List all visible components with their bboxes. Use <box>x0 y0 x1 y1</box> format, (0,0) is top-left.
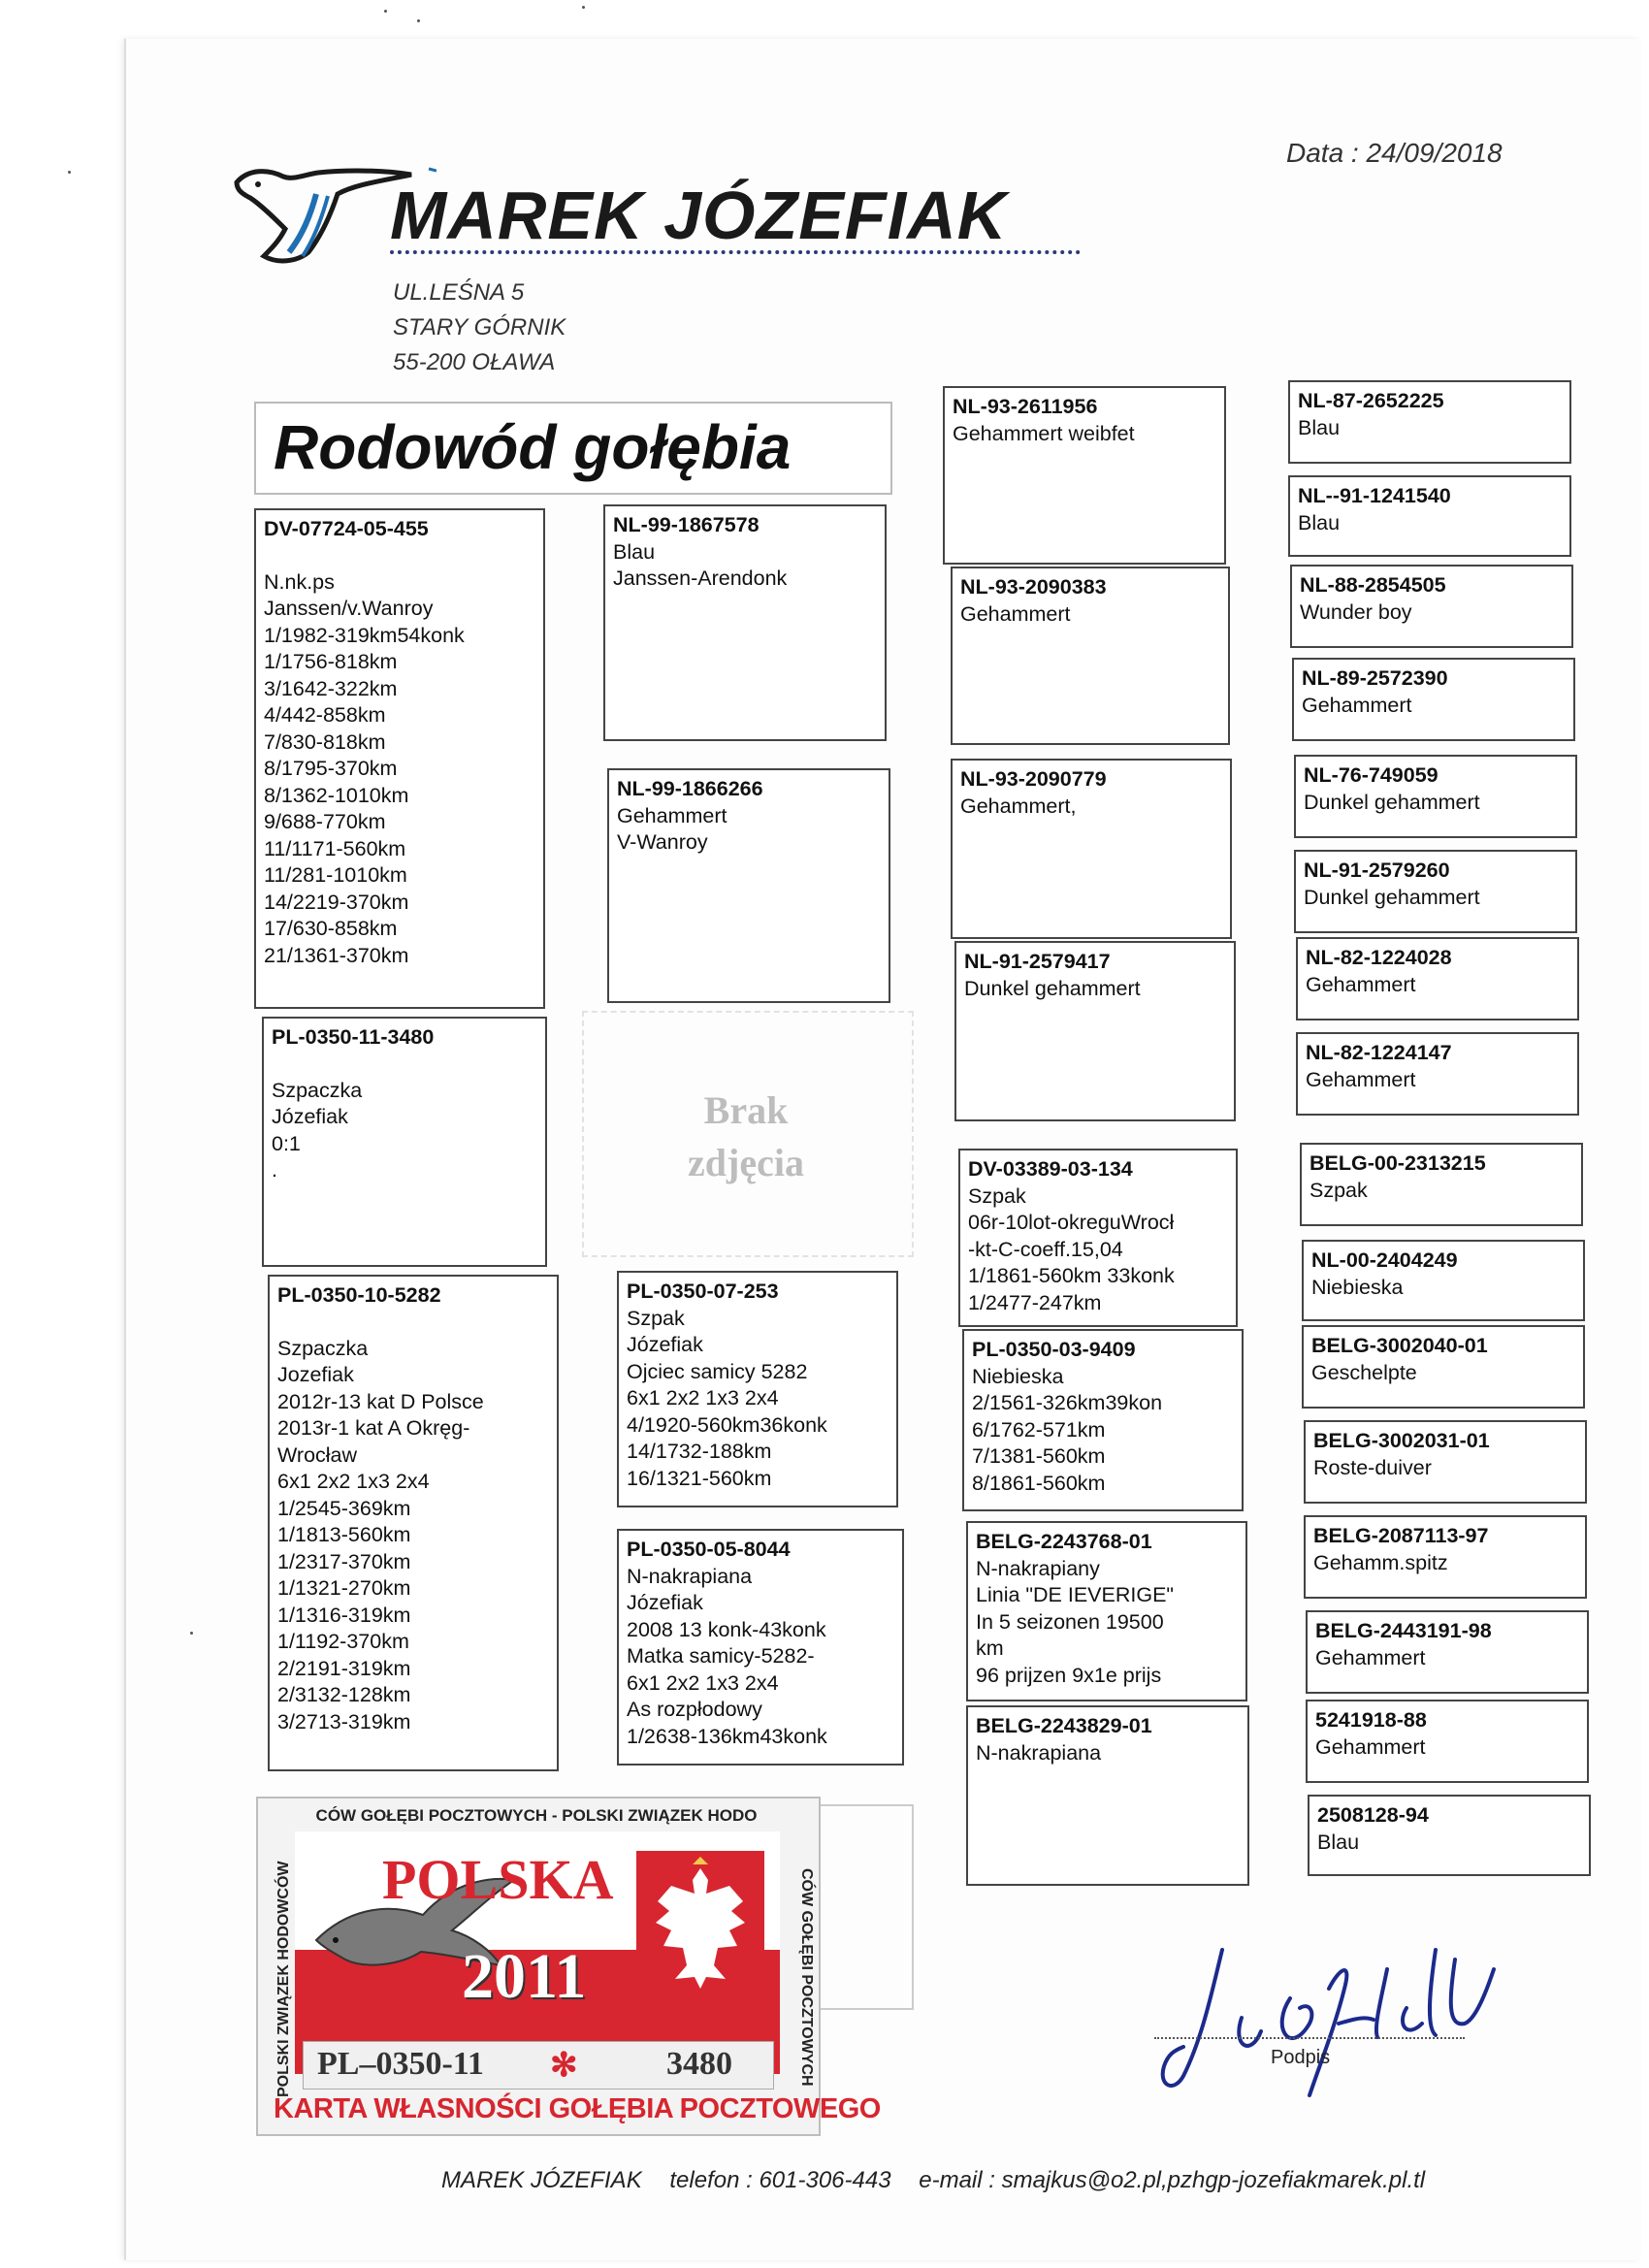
pedigree-detail-line: 1/1813-560km <box>277 1523 411 1546</box>
pedigree-detail-line: 1/1192-370km <box>277 1630 409 1653</box>
card-ring-digits: 3480 <box>666 2046 732 2082</box>
pedigree-detail-line: Gehammert, <box>960 794 1077 818</box>
pedigree-ancestor-box <box>1300 1143 1583 1226</box>
pedigree-detail-line: -kt-C-coeff.15,04 <box>968 1237 1123 1261</box>
pedigree-detail-line: 21/1361-370km <box>264 943 409 967</box>
pedigree-detail-line: Szpak <box>968 1183 1026 1208</box>
pedigree-detail-line: Linia "DE IEVERIGE" <box>976 1583 1175 1606</box>
pedigree-parent-box <box>617 1271 898 1507</box>
pedigree-ancestor-box <box>1288 380 1571 464</box>
ring-number: PL-0350-10-5282 <box>277 1283 441 1307</box>
pedigree-detail-line: 14/2219-370km <box>264 890 409 914</box>
card-ring-separator: ✻ <box>550 2048 578 2084</box>
pedigree-detail-line: Gehammert <box>960 601 1071 626</box>
pedigree-detail-line: 1/2317-370km <box>277 1549 411 1573</box>
ring-number: NL-99-1867578 <box>613 513 760 536</box>
pedigree-ancestor-box <box>1294 755 1577 838</box>
pedigree-grandparent-box <box>943 386 1226 565</box>
photo-text-line: zdjęcia <box>688 1141 804 1184</box>
eagle-emblem-icon <box>636 1851 764 2006</box>
pedigree-detail-line: 4/442-858km <box>264 703 386 727</box>
handwritten-signature <box>1145 1930 1513 2105</box>
pedigree-detail-line: Szpaczka <box>272 1078 363 1102</box>
pedigree-detail-line: 1/1861-560km 33konk <box>968 1264 1175 1287</box>
pedigree-detail-line: 2/3132-128km <box>277 1683 411 1706</box>
scan-speck <box>417 19 420 22</box>
ring-number: NL-82-1224028 <box>1306 946 1452 969</box>
pedigree-ancestor-box <box>1306 1610 1589 1694</box>
pedigree-detail-line: . <box>272 1158 277 1182</box>
pedigree-detail-line: Józefiak <box>627 1333 703 1356</box>
pedigree-ancestor-box <box>1306 1700 1589 1783</box>
pedigree-detail-line: 11/1171-560km <box>264 836 406 860</box>
pedigree-detail-line: Wrocław <box>277 1442 358 1467</box>
footer-email: e-mail : smajkus@o2.pl,pzhgp-jozefiakmarek.pl.tl <box>919 2167 1426 2193</box>
card-year: 2011 <box>462 1941 587 2012</box>
card-caption: KARTA WŁASNOŚCI GOŁĘBIA POCZTOWEGO <box>274 2093 881 2124</box>
scan-speck <box>384 10 387 13</box>
pedigree-detail-line: Szpaczka <box>277 1336 369 1360</box>
ring-number: DV-07724-05-455 <box>264 517 429 540</box>
ring-number: NL-82-1224147 <box>1306 1041 1452 1064</box>
ring-number: BELG-2243768-01 <box>976 1530 1152 1553</box>
footer-contact <box>441 2167 1446 2194</box>
pedigree-detail-line: Niebieska <box>1311 1275 1404 1299</box>
pedigree-ancestor-box <box>1304 1515 1587 1599</box>
ring-number: NL-93-2090779 <box>960 767 1107 791</box>
pedigree-detail-line: 6x1 2x2 1x3 2x4 <box>627 1670 779 1695</box>
pedigree-grandparent-box <box>966 1521 1247 1701</box>
pedigree-detail-line: Gehammert <box>1315 1645 1426 1669</box>
pedigree-detail-line: Wunder boy <box>1300 599 1412 624</box>
pedigree-detail-line: Józefiak <box>627 1591 703 1614</box>
pedigree-detail-line: 7/1381-560km <box>972 1444 1106 1468</box>
pedigree-detail-line: V-Wanroy <box>617 830 708 854</box>
photo-text-line: Brak <box>703 1088 789 1132</box>
ring-number: NL-99-1866266 <box>617 777 763 800</box>
ring-number: BELG-2087113-97 <box>1313 1524 1489 1547</box>
scan-speck <box>68 171 71 174</box>
pedigree-detail-line: 96 prijzen 9x1e prijs <box>976 1663 1162 1687</box>
pedigree-detail-line: Geschelpte <box>1311 1360 1417 1384</box>
ring-number: NL-87-2652225 <box>1298 389 1444 412</box>
pedigree-grandparent-box <box>951 759 1232 939</box>
pedigree-ancestor-box <box>1302 1325 1585 1409</box>
pedigree-grandparent-box <box>962 1329 1244 1511</box>
spacer <box>277 1310 549 1336</box>
address-postcode: 55-200 OŁAWA <box>393 349 556 375</box>
pedigree-detail-line: In 5 seizonen 19500 <box>976 1609 1164 1634</box>
pedigree-detail-line: Gehammert weibfet <box>953 421 1135 445</box>
pedigree-pigeon <box>254 508 545 1009</box>
pedigree-detail-line: Blau <box>1317 1830 1360 1854</box>
pedigree-detail-line: 11/281-1010km <box>264 863 407 887</box>
pedigree-ancestor-box <box>1290 565 1573 648</box>
address-town: STARY GÓRNIK <box>393 314 566 340</box>
pedigree-sire-dam <box>268 1275 559 1771</box>
ring-number: NL-00-2404249 <box>1311 1248 1458 1272</box>
pedigree-detail-line: Gehammert <box>1302 693 1412 717</box>
card-ring-prefix: PL–0350-11 <box>317 2046 484 2082</box>
ring-number: NL-93-2611956 <box>953 395 1098 418</box>
pedigree-grandparent-box <box>951 567 1230 745</box>
pedigree-detail-line: Janssen/v.Wanroy <box>264 597 434 620</box>
ring-number: DV-03389-03-134 <box>968 1157 1133 1181</box>
address-street: UL.LEŚNA 5 <box>393 279 525 306</box>
pedigree-detail-line: Blau <box>1298 510 1341 535</box>
pedigree-grandparent-box <box>958 1149 1238 1327</box>
pedigree-detail-line: km <box>976 1636 1004 1660</box>
pedigree-detail-line: 1/2545-369km <box>277 1496 411 1520</box>
ring-number: PL-0350-03-9409 <box>972 1338 1136 1361</box>
pedigree-detail-line: 2012r-13 kat D Polsce <box>277 1389 484 1413</box>
ring-number: BELG-3002040-01 <box>1311 1334 1488 1357</box>
pedigree-ancestor-box <box>1292 658 1575 741</box>
ring-number: PL-0350-07-253 <box>627 1280 779 1303</box>
pedigree-detail-line: Ojciec samicy 5282 <box>627 1359 808 1383</box>
pedigree-detail-line: 6x1 2x2 1x3 2x4 <box>627 1386 779 1409</box>
pedigree-detail-line: 4/1920-560km36konk <box>627 1412 827 1437</box>
ring-number: BELG-2443191-98 <box>1315 1619 1492 1642</box>
pedigree-ancestor-box <box>1294 850 1577 933</box>
pedigree-detail-line: Gehamm.spitz <box>1313 1550 1448 1574</box>
ring-number: BELG-3002031-01 <box>1313 1429 1490 1452</box>
pedigree-detail-line: 8/1795-370km <box>264 757 398 780</box>
document-date: Data : 24/09/2018 <box>1286 138 1503 168</box>
pedigree-detail-line: Dunkel gehammert <box>1304 790 1480 814</box>
card-ring-number <box>303 2041 774 2090</box>
pedigree-grandparent-box <box>954 941 1236 1121</box>
ring-number: 2508128-94 <box>1317 1803 1429 1827</box>
pedigree-detail-line: 6x1 2x2 1x3 2x4 <box>277 1470 430 1493</box>
footer-name: MAREK JÓZEFIAK <box>441 2167 642 2193</box>
pedigree-ancestor-box <box>1296 1032 1579 1116</box>
pedigree-detail-line: 1/1316-319km <box>277 1603 411 1627</box>
pedigree-ancestor-box <box>1296 937 1579 1021</box>
pedigree-detail-line: N.nk.ps <box>264 569 335 594</box>
ring-number: NL-89-2572390 <box>1302 666 1448 690</box>
pedigree-detail-line: Blau <box>613 539 656 564</box>
pedigree-detail-line: 14/1732-188km <box>627 1440 772 1463</box>
pedigree-ancestor-box <box>1304 1420 1587 1504</box>
pedigree-detail-line: Niebieska <box>972 1364 1064 1388</box>
ring-number: NL-88-2854505 <box>1300 573 1446 597</box>
ring-number: BELG-2243829-01 <box>976 1714 1152 1737</box>
photo-placeholder-text <box>582 1085 910 1189</box>
pedigree-detail-line: 1/1982-319km54konk <box>264 623 465 647</box>
pedigree-detail-line: 6/1762-571km <box>972 1417 1106 1442</box>
pedigree-grandparent-box <box>966 1705 1249 1886</box>
pedigree-detail-line: 9/688-770km <box>264 810 386 833</box>
pedigree-detail-line: Jozefiak <box>277 1363 354 1386</box>
pedigree-detail-line: 3/1642-322km <box>264 676 398 700</box>
ring-number: NL-91-2579260 <box>1304 859 1450 882</box>
brand-underline <box>390 250 1081 254</box>
pedigree-detail-line: Szpak <box>627 1306 685 1330</box>
pedigree-detail-line: 1/2638-136km43konk <box>627 1724 827 1748</box>
pedigree-detail-line: Roste-duiver <box>1313 1455 1432 1479</box>
pedigree-detail-line: Szpak <box>1310 1178 1368 1202</box>
ring-number: PL-0350-05-8044 <box>627 1538 791 1561</box>
breeder-name: MAREK JÓZEFIAK <box>390 178 1008 253</box>
pedigree-detail-line: Gehammert <box>1315 1734 1426 1759</box>
ring-number: NL--91-1241540 <box>1298 484 1451 507</box>
pedigree-detail-line: N-nakrapiany <box>976 1556 1100 1580</box>
card-top-text: CÓW GOŁĘBI POCZTOWYCH - POLSKI ZWIĄZEK HODO <box>315 1806 758 1825</box>
pedigree-detail-line: Dunkel gehammert <box>964 976 1141 1000</box>
pedigree-detail-line: Janssen-Arendonk <box>613 567 788 590</box>
ring-number: NL-91-2579417 <box>964 950 1111 973</box>
pedigree-ancestor-box <box>1308 1795 1591 1876</box>
pedigree-detail-line: N-nakrapiana <box>627 1564 753 1588</box>
document-title: Rodowód gołębia <box>274 412 792 482</box>
card-left-text: POLSKI ZWIĄZEK HODOWCÓW <box>275 1861 292 2097</box>
pedigree-detail-line: Gehammert <box>1306 1067 1416 1091</box>
pedigree-detail-line: Józefiak <box>272 1105 348 1128</box>
pedigree-detail-line: Gehammert <box>617 803 728 827</box>
ring-number: PL-0350-11-3480 <box>272 1025 435 1049</box>
pedigree-detail-line: 3/2713-319km <box>277 1709 411 1733</box>
pedigree-detail-line: Gehammert <box>1306 972 1416 996</box>
pedigree-parent-box <box>603 504 887 741</box>
pedigree-detail-line: 16/1321-560km <box>627 1466 772 1490</box>
pedigree-detail-line: As rozpłodowy <box>627 1698 762 1721</box>
pedigree-detail-line: 1/2477-247km <box>968 1290 1102 1314</box>
pedigree-detail-line: 8/1362-1010km <box>264 783 409 807</box>
pedigree-dam <box>262 1017 547 1267</box>
pedigree-detail-line: 2008 13 konk-43konk <box>627 1617 826 1641</box>
pedigree-detail-line: N-nakrapiana <box>976 1740 1102 1765</box>
footer-phone: telefon : 601-306-443 <box>669 2167 891 2193</box>
scan-speck <box>190 1632 193 1635</box>
ring-number: BELG-00-2313215 <box>1310 1151 1486 1175</box>
pedigree-detail-line: Matka samicy-5282- <box>627 1644 815 1668</box>
pedigree-detail-line: 2/1561-326km39kon <box>972 1391 1163 1414</box>
card-right-text: CÓW GOŁĘBI POCZTOWYCH <box>798 1867 815 2087</box>
ring-number: 5241918-88 <box>1315 1708 1427 1732</box>
pedigree-detail-line: 17/630-858km <box>264 917 398 940</box>
pedigree-detail-line: 06r-10lot-okreguWrocł <box>968 1211 1175 1234</box>
pedigree-detail-line: 7/830-818km <box>264 729 386 754</box>
spacer <box>272 1052 537 1078</box>
card-country: POLSKA <box>382 1848 614 1911</box>
pedigree-detail-line: 1/1321-270km <box>277 1576 411 1600</box>
pedigree-detail-line: 0:1 <box>272 1131 301 1155</box>
pedigree-parent-box <box>607 768 890 1003</box>
pedigree-detail-line: 8/1861-560km <box>972 1471 1106 1495</box>
scan-speck <box>582 6 585 9</box>
spacer <box>264 543 535 569</box>
signature-line <box>1154 2037 1465 2039</box>
pedigree-detail-line: 1/1756-818km <box>264 650 398 673</box>
pedigree-detail-line: Dunkel gehammert <box>1304 885 1480 909</box>
pedigree-parent-box <box>617 1529 904 1766</box>
signature-label: Podpis <box>1271 2047 1331 2068</box>
ring-number: NL-76-749059 <box>1304 763 1439 787</box>
pedigree-ancestor-box <box>1288 475 1571 557</box>
pedigree-detail-line: 2013r-1 kat A Okręg- <box>277 1416 470 1440</box>
pedigree-ancestor-box <box>1302 1240 1585 1321</box>
pedigree-detail-line: 2/2191-319km <box>277 1656 411 1680</box>
ring-number: NL-93-2090383 <box>960 575 1107 599</box>
pedigree-detail-line: Blau <box>1298 415 1341 439</box>
